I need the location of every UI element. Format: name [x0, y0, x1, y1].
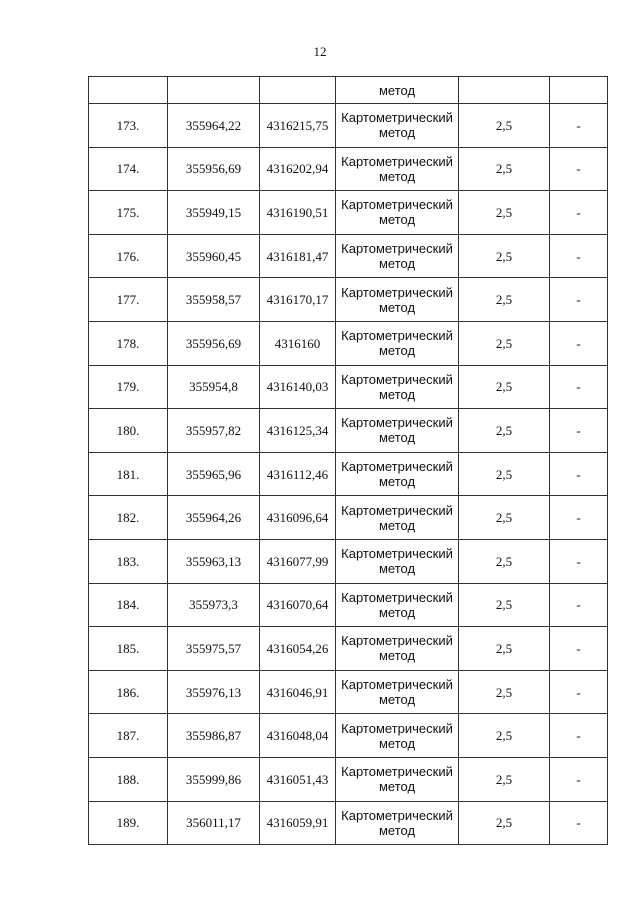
cell-empty [459, 77, 550, 104]
x-coordinate-cell: 355956,69 [168, 147, 260, 191]
point-number-cell: 186. [89, 670, 168, 714]
y-coordinate-cell: 4316160 [260, 321, 336, 365]
note-cell: - [550, 365, 608, 409]
table-row [89, 627, 608, 671]
method-cell [336, 627, 459, 671]
method-cell [336, 321, 459, 365]
table-row [89, 670, 608, 714]
note-cell: - [550, 801, 608, 845]
method-line-1: Картометрический [341, 197, 453, 213]
point-number-cell: 177. [89, 278, 168, 322]
y-coordinate-cell: 4316170,17 [260, 278, 336, 322]
page-number: 12 [313, 44, 327, 59]
note-cell: - [550, 539, 608, 583]
point-number-cell: 176. [89, 234, 168, 278]
method-line-1: Картометрический [341, 502, 453, 518]
method-cell [336, 234, 459, 278]
point-number-cell: 175. [89, 191, 168, 235]
method-cell [336, 670, 459, 714]
x-coordinate-cell: 355964,22 [168, 104, 260, 148]
method-line-2: метод [378, 343, 416, 359]
point-number-cell: 180. [89, 409, 168, 453]
method-line-1: Картометрический [341, 415, 453, 431]
note-cell: - [550, 714, 608, 758]
method-cell [336, 104, 459, 148]
method-line-2: метод [378, 430, 416, 446]
method-line-1: Картометрический [341, 371, 453, 387]
method-line-1: Картометрический [341, 807, 453, 823]
method-cell [336, 496, 459, 540]
y-coordinate-cell: 4316059,91 [260, 801, 336, 845]
x-coordinate-cell: 355973,3 [168, 583, 260, 627]
point-number-cell: 174. [89, 147, 168, 191]
accuracy-cell: 2,5 [459, 714, 550, 758]
y-coordinate-cell: 4316112,46 [260, 452, 336, 496]
method-line-2: метод [378, 168, 416, 184]
method-line-1: Картометрический [341, 633, 453, 649]
y-coordinate-cell: 4316054,26 [260, 627, 336, 671]
method-line-1: Картометрический [341, 328, 453, 344]
y-coordinate-cell: 4316046,91 [260, 670, 336, 714]
table-row [89, 278, 608, 322]
accuracy-cell: 2,5 [459, 452, 550, 496]
cell-empty [550, 77, 608, 104]
x-coordinate-cell: 355965,96 [168, 452, 260, 496]
method-line-2: метод [378, 212, 416, 228]
note-cell: - [550, 496, 608, 540]
table-row [89, 496, 608, 540]
note-cell: - [550, 321, 608, 365]
accuracy-cell: 2,5 [459, 801, 550, 845]
y-coordinate-cell: 4316190,51 [260, 191, 336, 235]
point-number-cell: 189. [89, 801, 168, 845]
x-coordinate-cell: 355999,86 [168, 757, 260, 801]
cell-empty [89, 77, 168, 104]
method-line-1: Картометрический [341, 284, 453, 300]
x-coordinate-cell: 355976,13 [168, 670, 260, 714]
note-cell: - [550, 191, 608, 235]
method-line-2: метод [378, 474, 416, 490]
coordinates-table-body [89, 77, 608, 845]
method-line-2: метод [378, 125, 416, 141]
y-coordinate-cell: 4316070,64 [260, 583, 336, 627]
accuracy-cell: 2,5 [459, 409, 550, 453]
accuracy-cell: 2,5 [459, 234, 550, 278]
method-line-2: метод [378, 256, 416, 272]
method-line-1: Картометрический [341, 589, 453, 605]
y-coordinate-cell: 4316140,03 [260, 365, 336, 409]
x-coordinate-cell: 355986,87 [168, 714, 260, 758]
table-row [89, 757, 608, 801]
cell-empty [260, 77, 336, 104]
table-row [89, 234, 608, 278]
x-coordinate-cell: 355975,57 [168, 627, 260, 671]
y-coordinate-cell: 4316048,04 [260, 714, 336, 758]
accuracy-cell: 2,5 [459, 670, 550, 714]
point-number-cell: 188. [89, 757, 168, 801]
method-line-1: Картометрический [341, 764, 453, 780]
method-cell [336, 147, 459, 191]
table-row [89, 321, 608, 365]
method-cell [336, 365, 459, 409]
point-number-cell: 184. [89, 583, 168, 627]
coordinates-table [88, 76, 608, 845]
table-row [89, 191, 608, 235]
method-line-1: Картометрический [341, 153, 453, 169]
method-line-2: метод [378, 604, 416, 620]
note-cell: - [550, 452, 608, 496]
note-cell: - [550, 278, 608, 322]
method-cell [336, 452, 459, 496]
x-coordinate-cell: 355954,8 [168, 365, 260, 409]
y-coordinate-cell: 4316051,43 [260, 757, 336, 801]
y-coordinate-cell: 4316202,94 [260, 147, 336, 191]
y-coordinate-cell: 4316096,64 [260, 496, 336, 540]
point-number-cell: 181. [89, 452, 168, 496]
continuation-method-cell: метод [336, 77, 459, 104]
note-cell: - [550, 409, 608, 453]
table-row [89, 801, 608, 845]
x-coordinate-cell: 355949,15 [168, 191, 260, 235]
method-cell [336, 801, 459, 845]
table-row [89, 409, 608, 453]
method-line-1: Картометрический [341, 459, 453, 475]
x-coordinate-cell: 355958,57 [168, 278, 260, 322]
method-line-2: метод [378, 561, 416, 577]
note-cell: - [550, 583, 608, 627]
x-coordinate-cell: 355957,82 [168, 409, 260, 453]
accuracy-cell: 2,5 [459, 583, 550, 627]
method-line-2: метод [378, 648, 416, 664]
y-coordinate-cell: 4316077,99 [260, 539, 336, 583]
method-line-1: Картометрический [341, 110, 453, 126]
point-number-cell: 173. [89, 104, 168, 148]
table-row [89, 147, 608, 191]
point-number-cell: 187. [89, 714, 168, 758]
method-cell [336, 278, 459, 322]
accuracy-cell: 2,5 [459, 321, 550, 365]
table-row [89, 583, 608, 627]
x-coordinate-cell: 356011,17 [168, 801, 260, 845]
note-cell: - [550, 757, 608, 801]
method-line-2: метод [378, 692, 416, 708]
method-cell [336, 583, 459, 627]
table-row [89, 365, 608, 409]
accuracy-cell: 2,5 [459, 496, 550, 540]
accuracy-cell: 2,5 [459, 104, 550, 148]
accuracy-cell: 2,5 [459, 539, 550, 583]
x-coordinate-cell: 355963,13 [168, 539, 260, 583]
note-cell: - [550, 627, 608, 671]
method-cell [336, 539, 459, 583]
note-cell: - [550, 104, 608, 148]
note-cell: - [550, 670, 608, 714]
continuation-row [89, 77, 608, 104]
y-coordinate-cell: 4316181,47 [260, 234, 336, 278]
point-number-cell: 185. [89, 627, 168, 671]
note-cell: - [550, 234, 608, 278]
method-line-2: метод [378, 735, 416, 751]
method-line-2: метод [378, 779, 416, 795]
y-coordinate-cell: 4316125,34 [260, 409, 336, 453]
accuracy-cell: 2,5 [459, 627, 550, 671]
cell-empty [168, 77, 260, 104]
method-line-2: метод [378, 822, 416, 838]
accuracy-cell: 2,5 [459, 191, 550, 235]
accuracy-cell: 2,5 [459, 278, 550, 322]
table-row [89, 452, 608, 496]
point-number-cell: 182. [89, 496, 168, 540]
point-number-cell: 179. [89, 365, 168, 409]
table-row [89, 104, 608, 148]
table-row [89, 714, 608, 758]
x-coordinate-cell: 355956,69 [168, 321, 260, 365]
method-line-1: Картометрический [341, 677, 453, 693]
accuracy-cell: 2,5 [459, 365, 550, 409]
method-line-1: Картометрический [341, 720, 453, 736]
method-line-1: Картометрический [341, 241, 453, 257]
method-cell [336, 191, 459, 235]
method-cell [336, 409, 459, 453]
note-cell: - [550, 147, 608, 191]
method-line-1: Картометрический [341, 546, 453, 562]
method-cell [336, 757, 459, 801]
method-line-2: метод [378, 517, 416, 533]
y-coordinate-cell: 4316215,75 [260, 104, 336, 148]
method-line-2: метод [378, 386, 416, 402]
point-number-cell: 178. [89, 321, 168, 365]
point-number-cell: 183. [89, 539, 168, 583]
table-row [89, 539, 608, 583]
x-coordinate-cell: 355960,45 [168, 234, 260, 278]
method-cell [336, 714, 459, 758]
x-coordinate-cell: 355964,26 [168, 496, 260, 540]
accuracy-cell: 2,5 [459, 147, 550, 191]
accuracy-cell: 2,5 [459, 757, 550, 801]
method-line-2: метод [378, 299, 416, 315]
